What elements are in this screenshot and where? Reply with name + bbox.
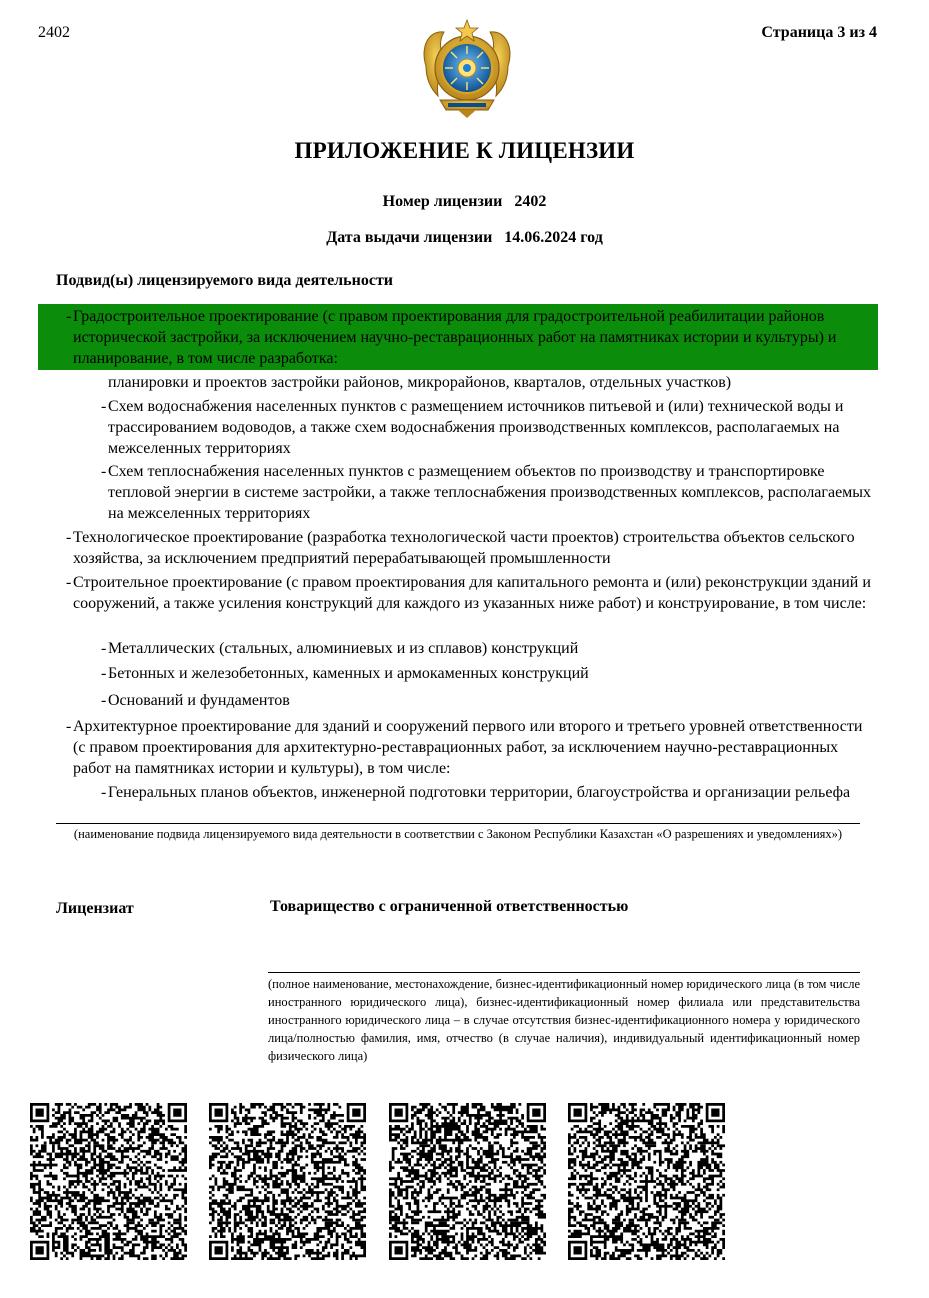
section-title: Подвид(ы) лицензируемого вида деятельности	[56, 272, 394, 289]
subtype-item: - Схем водоснабжения населенных пунктов с размещением источников питьевой и (или) технической воды и трассированием водоводов, а также схем водоснабжения производственных комплексов, располагаемых на межселенных территориях	[101, 398, 844, 457]
divider	[268, 972, 860, 973]
subtype-item: - Строительное проектирование (с правом проектирования для капитального ремонта и (или) реконструкции зданий и сооружений, а также усиления конструкций для каждого из указанных ниже работ) и конструирование, в том числе:	[66, 574, 871, 612]
subtype-item: - Металлических (стальных, алюминиевых и из сплавов) конструкций	[101, 640, 579, 657]
license-number-row	[0, 193, 929, 211]
license-date-value: 14.06.2024 год	[504, 229, 603, 246]
header-document-number: 2402	[38, 24, 70, 41]
state-emblem-icon	[418, 18, 516, 120]
qr-modules	[568, 1103, 725, 1260]
subtype-item: - Бетонных и железобетонных, каменных и армокаменных конструкций	[101, 665, 589, 682]
license-date-label: Дата выдачи лицензии	[326, 229, 493, 246]
subtype-item-text: Схем теплоснабжения населенных пунктов с размещением объектов по производству и транспортировке тепловой энергии в системе застройки, а также теплоснабжения производственных комплексов, располагаемых на межселенных территориях	[108, 463, 872, 522]
licensee-caption: (полное наименование, местонахождение, бизнес-идентификационный номер юридического лица (в том числе иностранного юридического лица), бизнес-идентификационный номер филиала или представительства иностранного юридического лица – в случае отсутствия бизнес-идентификационного номера у юридического лица/полностью фамилия, имя, отчество (в случае наличия), индивидуальный идентификационный номер физического лица)	[268, 977, 860, 1063]
subtype-item-text: Архитектурное проектирование для зданий и сооружений первого или второго и третьего уровней ответственности (с правом проектирования для архитектурно-реставрационных работ, за исключением научно-реставрационных работ на памятниках истории и культуры), в том числе:	[73, 718, 863, 777]
qr-modules	[209, 1103, 366, 1260]
licensee-label: Лицензиат	[56, 900, 134, 917]
subtype-item	[108, 372, 883, 393]
subtype-item-text: Схем водоснабжения населенных пунктов с размещением источников питьевой и (или) технической воды и трассированием водоводов, а также схем водоснабжения производственных комплексов, располагаемых на межселенных территориях	[108, 398, 844, 457]
subtype-item: - Оснований и фундаментов	[101, 692, 290, 709]
page-title: ПРИЛОЖЕНИЕ К ЛИЦЕНЗИИ	[294, 138, 635, 163]
subtype-item: - Технологическое проектирование (разработка технологической части проектов) строительства объектов сельского хозяйства, за исключением предприятий перерабатывающей промышленности	[66, 529, 855, 567]
license-date-row	[0, 229, 929, 247]
page-indicator: Страница 3 из 4	[761, 24, 877, 41]
subtype-item: - Архитектурное проектирование для зданий и сооружений первого или второго и третьего уровней ответственности (с правом проектирования для архитектурно-реставрационных работ, за исключением научно-реставрационных работ на памятниках истории и культуры), в том числе:	[66, 718, 863, 777]
qr-code-icon	[209, 1103, 366, 1260]
subtype-item: - Схем теплоснабжения населенных пунктов с размещением объектов по производству и транспортировке тепловой энергии в системе застройки, а также теплоснабжения производственных комплексов, располагаемых на межселенных территориях	[101, 463, 872, 522]
subtype-item-text: Строительное проектирование (с правом проектирования для капитального ремонта и (или) реконструкции зданий и сооружений, а также усиления конструкций для каждого из указанных ниже работ) и конструирование, в том числе:	[73, 574, 871, 612]
license-number-value: 2402	[514, 193, 547, 210]
subtype-item-text: Технологическое проектирование (разработка технологической части проектов) строительства объектов сельского хозяйства, за исключением предприятий перерабатывающей промышленности	[73, 529, 855, 567]
divider	[56, 823, 860, 824]
subtype-item-text: Градостроительное проектирование (с правом проектирования для градостроительной реабилитации районов исторической застройки, за исключением научно-реставрационных работ на памятниках истории и культуры) и планирование, в том числе разработка:	[73, 308, 837, 367]
qr-modules	[389, 1103, 546, 1260]
subtype-item-text: Оснований и фундаментов	[108, 692, 290, 709]
qr-code-icon	[389, 1103, 546, 1260]
qr-code-icon	[30, 1103, 187, 1260]
subtype-item-text: Металлических (стальных, алюминиевых и из сплавов) конструкций	[108, 640, 579, 657]
license-number-label: Номер лицензии	[382, 193, 503, 210]
subtype-item: - Генеральных планов объектов, инженерной подготовки территории, благоустройства и организации рельефа	[101, 784, 851, 801]
qr-code-icon	[568, 1103, 725, 1260]
qr-modules	[30, 1103, 187, 1260]
subtype-caption: (наименование подвида лицензируемого вида деятельности в соответствии с Законом Республики Казахстан «О разрешениях и уведомлениях»)	[73, 827, 843, 841]
subtype-item-text: Генеральных планов объектов, инженерной подготовки территории, благоустройства и организации рельефа	[108, 784, 851, 801]
subtype-item: - Градостроительное проектирование (с правом проектирования для градостроительной реабилитации районов исторической застройки, за исключением научно-реставрационных работ на памятниках истории и культуры) и планирование, в том числе разработка:	[66, 308, 837, 367]
subtype-item-text: Бетонных и железобетонных, каменных и армокаменных конструкций	[108, 665, 589, 682]
licensee-name: Товарищество с ограниченной ответственностью	[270, 898, 629, 915]
subtype-item-text: планировки и проектов застройки районов, микрорайонов, кварталов, отдельных участков)	[108, 374, 732, 391]
